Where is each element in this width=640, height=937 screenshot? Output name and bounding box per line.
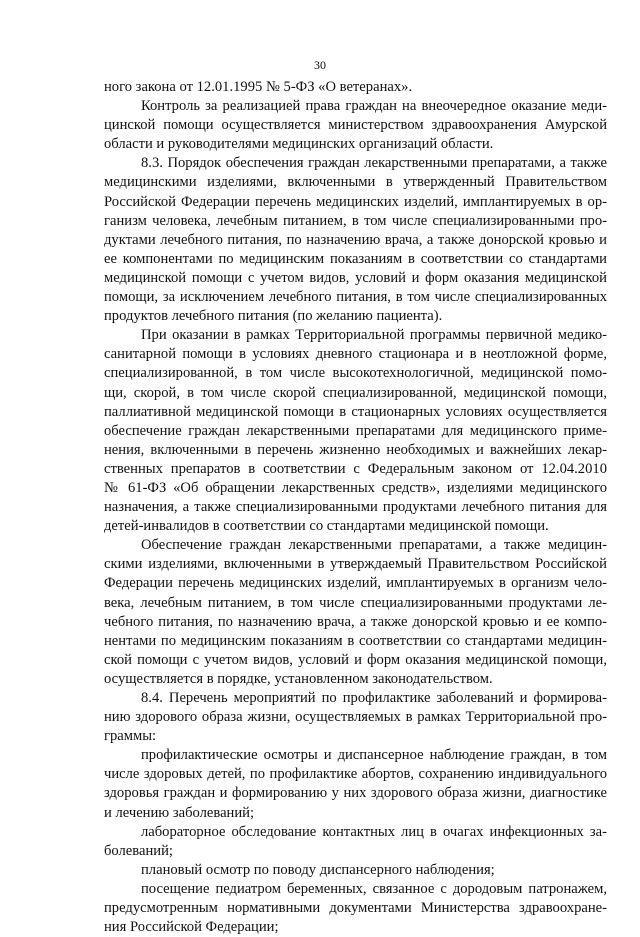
- paragraph-line: плановый осмотр по поводу диспансерного наблюдения;: [141, 861, 495, 878]
- paragraph-line: века, лечебным питанием, в том числе специализированными продуктами ле-: [104, 594, 607, 611]
- paragraph-line: помощи, за исключением лечебного питания, в том числе специализированных: [104, 289, 607, 306]
- paragraph-line: нентами по медицинским показаниям в соответствии со стандартами медицин-: [104, 632, 607, 649]
- paragraph-line: здоровья граждан и формированию у них здорового образа жизни, диагностике: [104, 785, 607, 802]
- paragraph-line: продуктов лечебного питания (по желанию пациента).: [104, 308, 443, 325]
- paragraph-line: ственных препаратов в соответствии с Федеральным законом от 12.04.2010: [104, 460, 607, 477]
- paragraph-line: медицинскими изделиями, включенными в утвержденный Правительством: [104, 174, 607, 191]
- paragraph: [104, 689, 607, 746]
- paragraph-line: и лечению заболеваний;: [104, 804, 255, 821]
- paragraph-line: щи, скорой, в том числе скорой специализированной, медицинской помощи,: [104, 384, 607, 401]
- paragraph-line: обеспечение граждан лекарственными препаратами для медицинского приме-: [104, 422, 607, 439]
- paragraph-line: лабораторное обследование контактных лиц в очагах инфекционных за-: [141, 823, 607, 840]
- paragraph: [104, 823, 607, 861]
- paragraph-line: скими изделиями, включенными в утверждаемый Правительством Российской: [104, 556, 607, 573]
- paragraph-line: 8.4. Перечень мероприятий по профилактике заболеваний и формирова-: [141, 690, 607, 706]
- paragraph: [104, 154, 607, 326]
- paragraph-line: цинской помощи осуществляется министерством здравоохранения Амурской: [104, 117, 607, 134]
- paragraph-line: детей-инвалидов в соответствии со стандартами медицинской помощи.: [104, 518, 549, 535]
- document-body: [104, 78, 607, 937]
- paragraph: [104, 97, 607, 154]
- paragraph-line: При оказании в рамках Территориальной программы первичной медико-: [141, 327, 607, 344]
- paragraph-line: болеваний;: [104, 842, 173, 859]
- paragraph-line: ного закона от 12.01.1995 № 5-ФЗ «О ветеранах».: [104, 79, 413, 95]
- paragraph-line: назначения, а также специализированными продуктами лечебного питания для: [104, 499, 607, 516]
- paragraph-line: профилактические осмотры и диспансерное наблюдение граждан, в том: [141, 747, 607, 764]
- paragraph: [104, 746, 607, 822]
- paragraph-line: ганизм человека, лечебным питанием, в том числе специализированными про-: [104, 212, 607, 229]
- paragraph-line: нию здорового образа жизни, осуществляемых в рамках Территориальной про-: [104, 709, 607, 726]
- paragraph-line: 8.3. Порядок обеспечения граждан лекарственными препаратами, а также: [141, 155, 607, 172]
- paragraph-line: специализированной, в том числе высокотехнологичной, медицинской помо-: [104, 365, 607, 382]
- paragraph-line: числе здоровых детей, по профилактике абортов, сохранению индивидуального: [104, 766, 607, 783]
- paragraph: [104, 536, 607, 689]
- paragraph-line: паллиативной медицинской помощи в стационарных условиях осуществляется: [104, 403, 607, 420]
- paragraph-line: чебного питания, по назначению врача, а также донорской кровью и ее компо-: [104, 613, 607, 630]
- paragraph-line: Обеспечение граждан лекарственными препаратами, а также медицин-: [141, 537, 607, 554]
- paragraph-line: области и руководителями медицинских организаций области.: [104, 136, 494, 153]
- paragraph-line: граммы:: [104, 728, 157, 745]
- paragraph-line: № 61-ФЗ «Об обращении лекарственных средств», изделиями медицинского: [104, 479, 607, 496]
- paragraph: [104, 861, 607, 880]
- paragraph-line: Федерации перечень медицинских изделий, имплантируемых в организм чело-: [104, 575, 607, 592]
- paragraph-line: ния Российской Федерации;: [104, 919, 279, 936]
- paragraph-line: медицинской помощи с учетом видов, условий и форм оказания медицинской: [104, 269, 607, 286]
- paragraph-line: санитарной помощи в условиях дневного стационара и в неотложной форме,: [104, 346, 607, 363]
- paragraph-line: Российской Федерации перечень медицинских изделий, имплантируемых в ор-: [104, 193, 607, 210]
- paragraph-line: нения, включенными в перечень жизненно необходимых и важнейших лекар-: [104, 441, 607, 458]
- paragraph: [104, 78, 607, 97]
- paragraph-line: предусмотренным нормативными документами Министерства здравоохране-: [104, 900, 607, 917]
- paragraph-line: ее компонентами по медицинским показаниям в соответствии со стандартами: [104, 250, 607, 267]
- paragraph-line: ской помощи с учетом видов, условий и форм оказания медицинской помощи,: [104, 651, 607, 668]
- paragraph-line: Контроль за реализацией права граждан на внеочередное оказание меди-: [141, 98, 607, 115]
- paragraph-line: посещение педиатром беременных, связанное с дородовым патронажем,: [141, 880, 607, 897]
- page-number: 30: [314, 58, 326, 72]
- paragraph-line: осуществляется в порядке, установленном законодательством.: [104, 670, 493, 687]
- paragraph: [104, 880, 607, 937]
- paragraph-line: дуктами лечебного питания, по назначению врача, а также донорской кровью и: [104, 231, 607, 248]
- paragraph: [104, 326, 607, 536]
